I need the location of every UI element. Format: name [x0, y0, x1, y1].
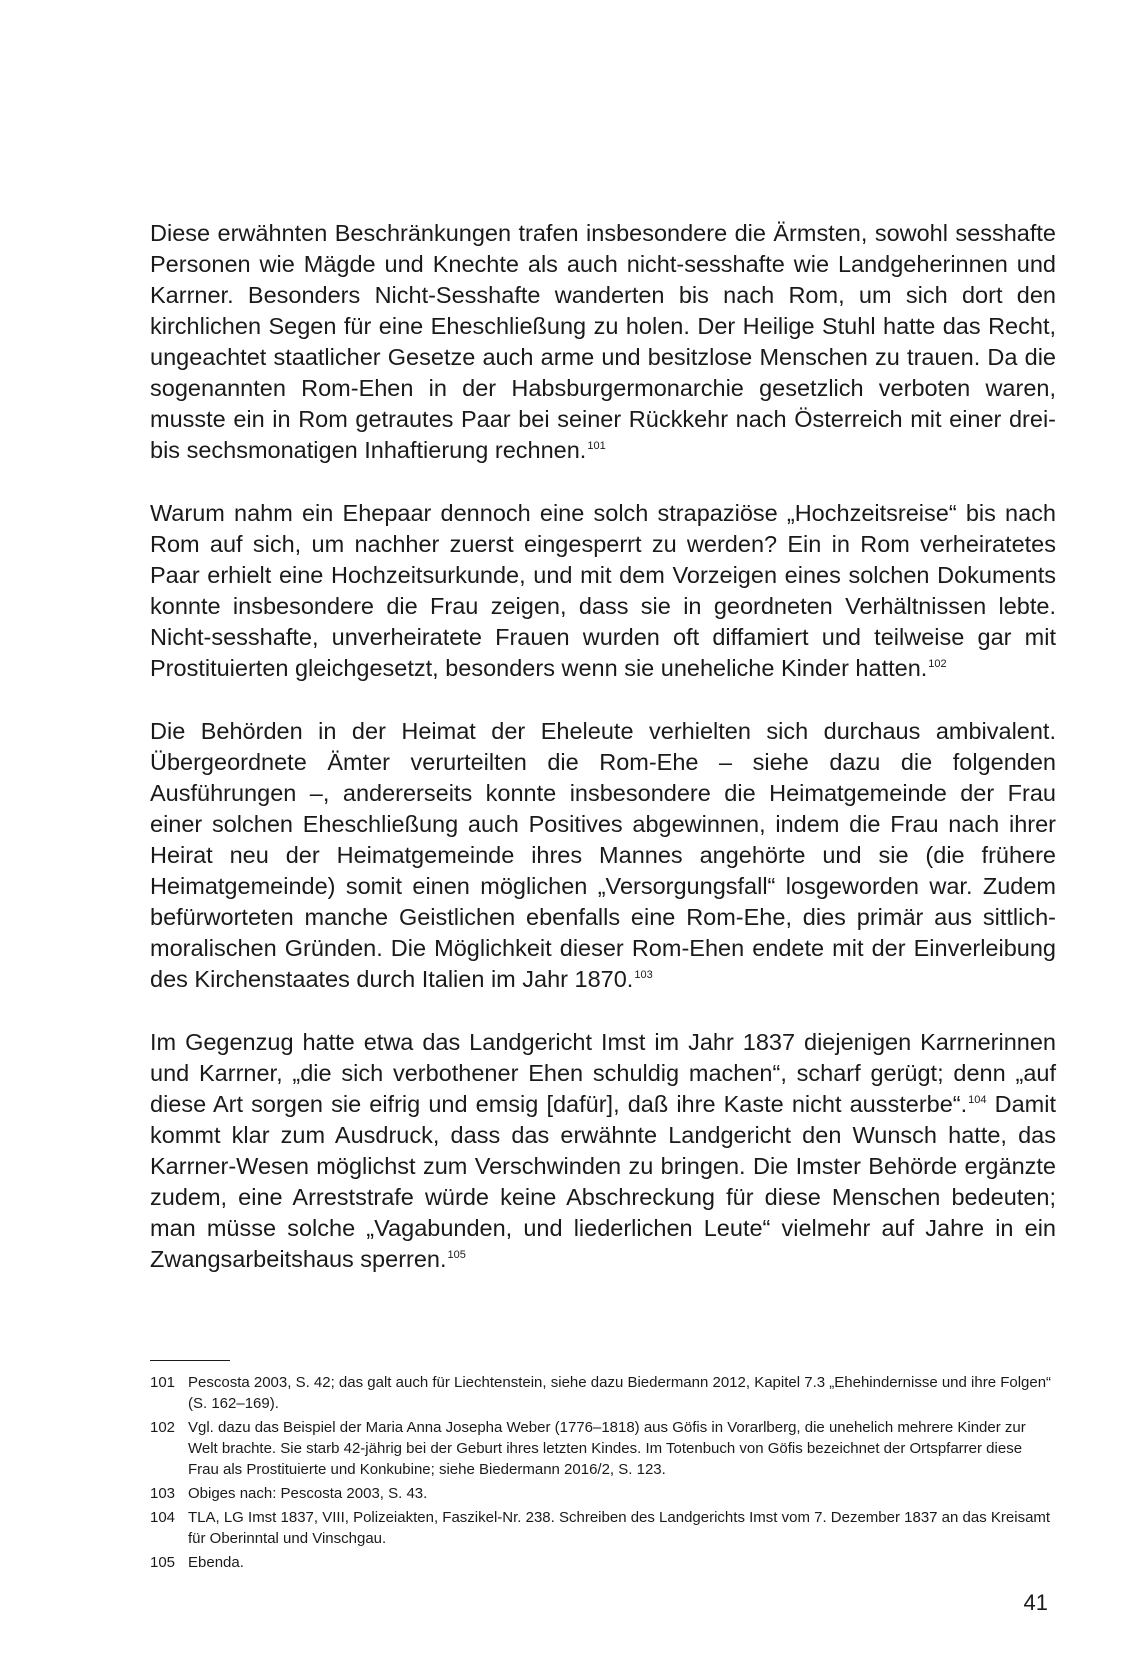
footnote-item — [150, 1417, 1056, 1480]
footnote-divider — [150, 1360, 230, 1361]
paragraph-2 — [150, 498, 1056, 684]
paragraph-text-continued: Damit kommt klar zum Ausdruck, dass das erwähnte Landgericht den Wunsch hatte, das Karrner-Wesen möglichst zum Verschwinden zu bringen. Die Imster Behörde ergänzte zudem, eine Arreststrafe würde keine Abschreckung für diese Menschen bedeuten; man müsse solche „Vagabunden, und liederlichen Leute“ vielmehr auf Jahre in ein Zwangsarbeitshaus sperren. — [150, 1091, 1056, 1272]
footnote-text: TLA, LG Imst 1837, VIII, Polizeiakten, Faszikel-Nr. 238. Schreiben des Landgerichts Imst vom 7. Dezember 1837 an das Kreisamt für Oberinntal und Vinschgau. — [188, 1509, 1051, 1547]
paragraph-4 — [150, 1027, 1056, 1275]
footnote-item — [150, 1507, 1056, 1549]
footnote-text: Obiges nach: Pescosta 2003, S. 43. — [188, 1485, 428, 1502]
paragraph-text: Warum nahm ein Ehepaar dennoch eine solch strapaziöse „Hochzeitsreise“ bis nach Rom auf sich, um nachher zuerst eingesperrt zu werden? Ein in Rom verheiratetes Paar erhielt eine Hochzeitsurkunde, und mit dem Vorzeigen eines solchen Dokuments konnte insbesondere die Frau zeigen, dass sie in geordneten Verhältnissen lebte. Nicht-sesshafte, unverheiratete Frauen wurden oft diffamiert und teilweise gar mit Prostituierten gleichgesetzt, besonders wenn sie uneheliche Kinder hatten. — [150, 500, 1056, 681]
paragraph-3 — [150, 716, 1056, 995]
paragraph-1 — [150, 218, 1056, 466]
footnote-ref: 101 — [587, 440, 606, 453]
paragraph-text: Die Behörden in der Heimat der Eheleute verhielten sich durchaus ambivalent. Übergeordnete Ämter verurteilten die Rom-Ehe – siehe dazu die folgenden Ausführungen –, andererseits konnte insbesondere die Heimatgemeinde der Frau einer solchen Eheschließung auch Positives abgewinnen, indem die Frau nach ihrer Heirat neu der Heimatgemeinde ihres Mannes angehörte und sie (die frühere Heimatgemeinde) somit einen möglichen „Versorgungsfall“ losgeworden war. Zudem befürworteten manche Geistlichen ebenfalls eine Rom-Ehe, dies primär aus sittlich-moralischen Gründen. Die Möglichkeit dieser Rom-Ehen endete mit der Einverleibung des Kirchenstaates durch Italien im Jahr 1870. — [150, 718, 1056, 992]
footnotes — [150, 1372, 1056, 1576]
footnote-ref: 103 — [634, 969, 653, 982]
footnote-text: Pescosta 2003, S. 42; das galt auch für Liechtenstein, siehe dazu Biedermann 2012, Kapitel 7.3 „Ehehindernisse und ihre Folgen“ (S. 162–169). — [188, 1374, 1052, 1412]
body-text — [150, 218, 1056, 1307]
footnote-number: 104 — [150, 1509, 176, 1526]
footnote-item — [150, 1483, 1056, 1504]
footnote-text: Ebenda. — [188, 1554, 244, 1571]
footnote-number: 105 — [150, 1554, 176, 1571]
paragraph-text: Im Gegenzug hatte etwa das Landgericht Imst im Jahr 1837 diejenigen Karrnerinnen und Karrner, „die sich verbothener Ehen schuldig machen“, scharf gerügt; denn „auf diese Art sorgen sie eifrig und emsig [dafür], daß ihre Kaste nicht aussterbe“. — [150, 1029, 1056, 1117]
footnote-number: 101 — [150, 1374, 176, 1391]
footnote-item — [150, 1372, 1056, 1414]
footnote-number: 103 — [150, 1485, 176, 1502]
paragraph-text: Diese erwähnten Beschränkungen trafen insbesondere die Ärmsten, sowohl sesshafte Personen wie Mägde und Knechte als auch nicht-sesshafte wie Landgeherinnen und Karrner. Besonders Nicht-Sesshafte wanderten bis nach Rom, um sich dort den kirchlichen Segen für eine Eheschließung zu holen. Der Heilige Stuhl hatte das Recht, ungeachtet staatlicher Gesetze auch arme und besitzlose Menschen zu trauen. Da die sogenannten Rom-Ehen in der Habsburgermonarchie gesetzlich verboten waren, musste ein in Rom getrautes Paar bei seiner Rückkehr nach Österreich mit einer drei- bis sechsmonatigen Inhaftierung rechnen. — [150, 220, 1056, 463]
page-number: 41 — [1023, 1590, 1048, 1615]
footnote-ref: 104 — [968, 1094, 987, 1107]
footnote-ref: 102 — [928, 658, 947, 671]
footnote-ref: 105 — [447, 1249, 466, 1262]
footnote-number: 102 — [150, 1419, 176, 1436]
footnote-text: Vgl. dazu das Beispiel der Maria Anna Josepha Weber (1776–1818) aus Göfis in Vorarlberg, die unehelich mehrere Kinder zur Welt brachte. Sie starb 42-jährig bei der Geburt ihres letzten Kindes. Im Totenbuch von Göfis bezeichnet der Ortspfarrer diese Frau als Prostituierte und Konkubine; siehe Biedermann 2016/2, S. 123. — [188, 1419, 1026, 1478]
footnote-item — [150, 1552, 1056, 1573]
